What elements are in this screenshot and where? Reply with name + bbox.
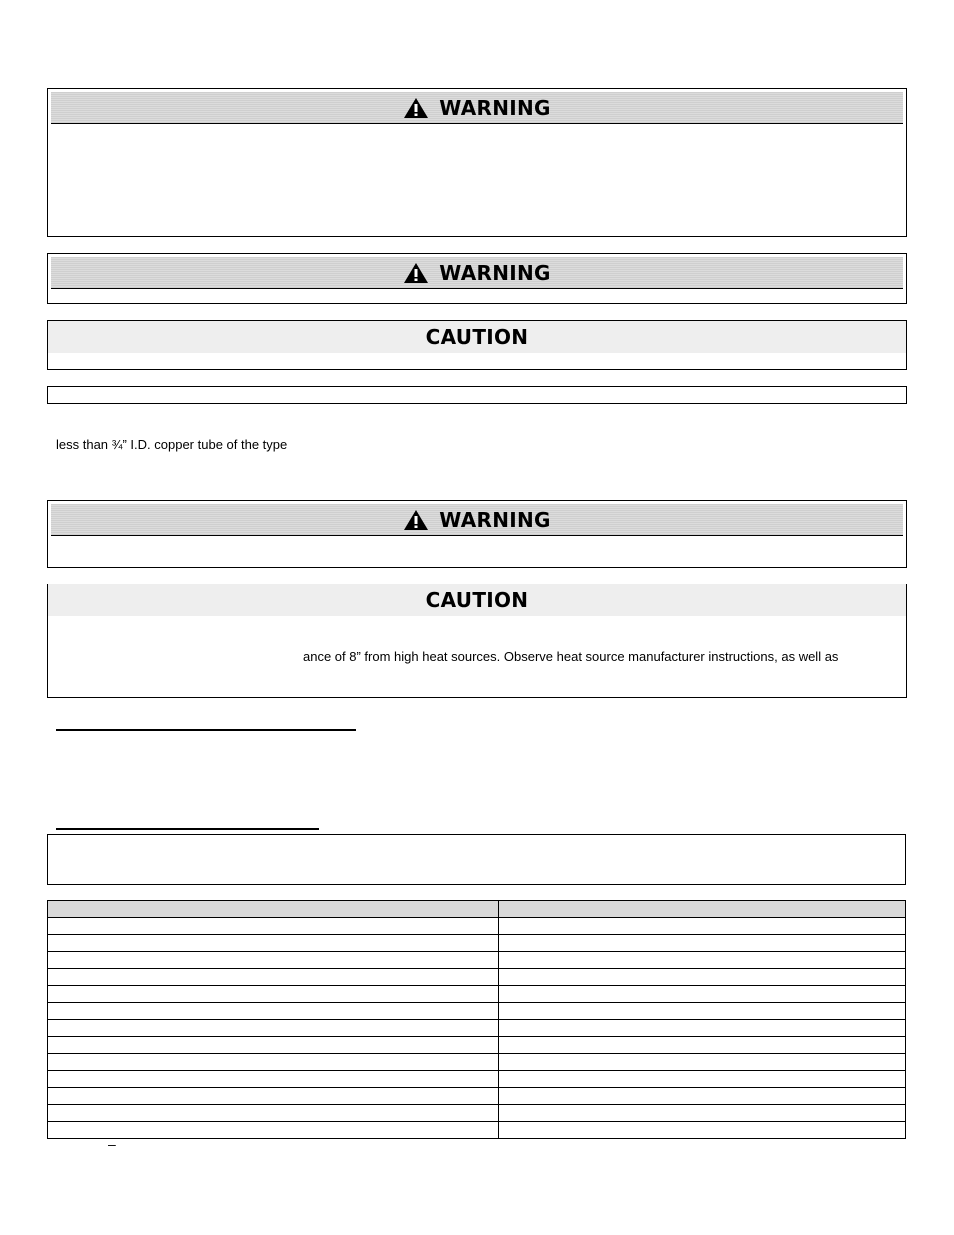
- table-row: [48, 935, 905, 952]
- table-cell: [48, 1037, 499, 1053]
- empty-frame: [47, 386, 907, 404]
- table-row: [48, 986, 905, 1003]
- table-cell: [499, 986, 905, 1002]
- warning-title: WARNING: [439, 260, 551, 285]
- table-cell: [499, 1105, 905, 1121]
- table-cell: [499, 918, 905, 934]
- table-cell: [48, 1020, 499, 1036]
- table-cell: [499, 1037, 905, 1053]
- table-cell: [499, 1122, 905, 1138]
- table-cell: [499, 901, 905, 917]
- section-heading-underline: [56, 828, 319, 830]
- warning-title: WARNING: [439, 95, 551, 120]
- table-cell: [499, 935, 905, 951]
- table-row: [48, 1122, 905, 1138]
- caution-title: CAUTION: [425, 588, 529, 612]
- table-row: [48, 1054, 905, 1071]
- note-box: [47, 834, 906, 885]
- table-cell: [48, 918, 499, 934]
- table-cell: [48, 1071, 499, 1087]
- table-row: [48, 1088, 905, 1105]
- table-cell: [499, 1054, 905, 1070]
- warning-header: [51, 257, 903, 289]
- warning-triangle-icon: [403, 262, 429, 284]
- table-row: [48, 918, 905, 935]
- warning-triangle-icon: [403, 509, 429, 531]
- table-row: [48, 1037, 905, 1054]
- table-cell: [48, 1088, 499, 1104]
- table-cell: [48, 986, 499, 1002]
- table-cell: [48, 1105, 499, 1121]
- spec-table: [47, 900, 906, 1139]
- copper-tube-text: less than ¾” I.D. copper tube of the type: [56, 437, 288, 452]
- table-cell: [48, 1054, 499, 1070]
- warning-header: [51, 504, 903, 536]
- warning-box-3: [47, 500, 907, 568]
- table-cell: [499, 1003, 905, 1019]
- table-header-row: [48, 901, 905, 918]
- table-cell: [499, 1020, 905, 1036]
- table-cell: [48, 969, 499, 985]
- table-cell: [499, 952, 905, 968]
- table-row: [48, 1071, 905, 1088]
- table-cell: [48, 952, 499, 968]
- caution-box-2: [47, 584, 907, 698]
- table-row: [48, 1003, 905, 1020]
- caution-header: [48, 584, 906, 616]
- table-row: [48, 969, 905, 986]
- warning-box-2: [47, 253, 907, 304]
- warning-box-1: [47, 88, 907, 237]
- table-cell: [48, 935, 499, 951]
- table-row: [48, 1020, 905, 1037]
- warning-triangle-icon: [403, 97, 429, 119]
- table-row: [48, 1105, 905, 1122]
- caution-header: [48, 321, 906, 353]
- warning-header: [51, 92, 903, 124]
- table-cell: [48, 901, 499, 917]
- table-row: [48, 952, 905, 969]
- table-cell: [48, 1003, 499, 1019]
- section-heading-underline: [56, 729, 356, 731]
- caution-title: CAUTION: [425, 325, 529, 349]
- table-cell: [499, 1088, 905, 1104]
- footnote-mark: –: [108, 1136, 116, 1152]
- table-cell: [499, 969, 905, 985]
- caution-box-1: [47, 320, 907, 370]
- warning-title: WARNING: [439, 507, 551, 532]
- heat-source-text: ance of 8” from high heat sources. Observe heat source manufacturer instructions, as well as: [303, 649, 839, 664]
- table-cell: [499, 1071, 905, 1087]
